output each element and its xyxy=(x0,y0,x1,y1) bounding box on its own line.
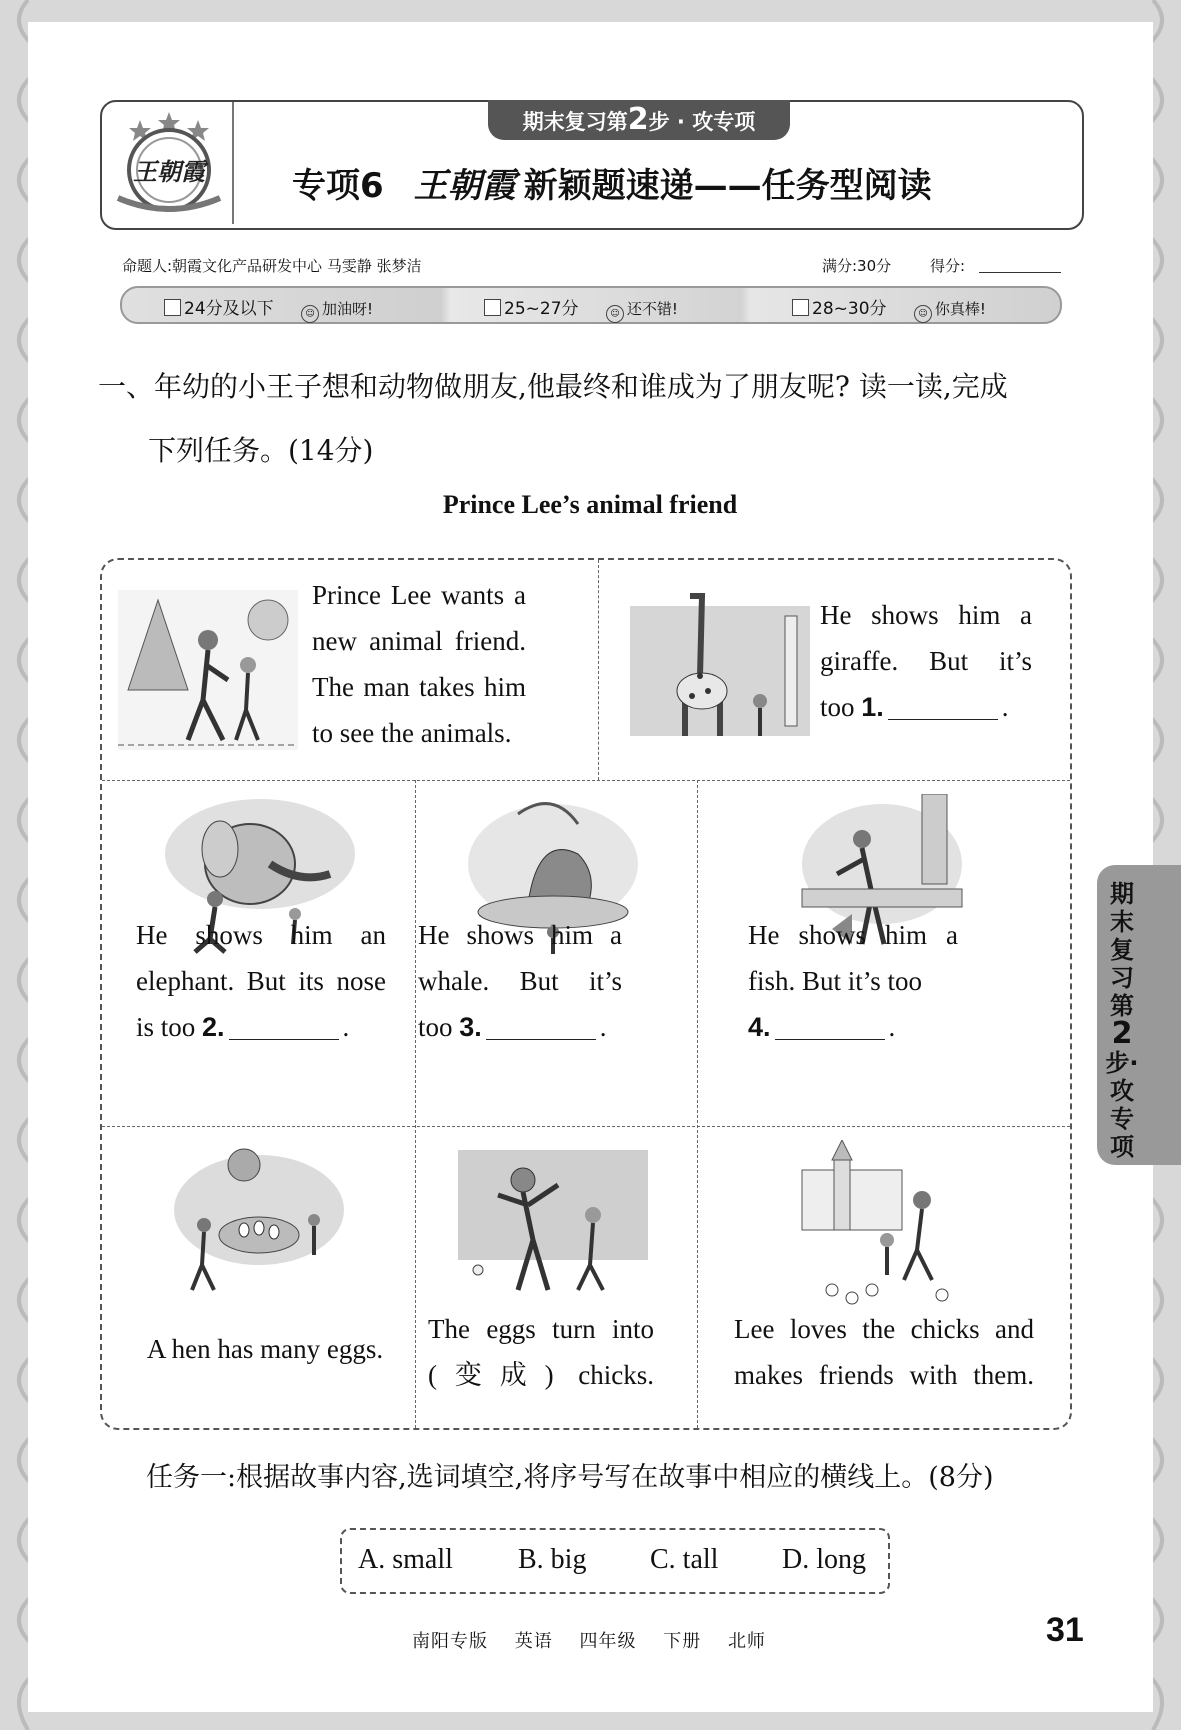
grid-divider xyxy=(102,780,1070,781)
option-c: C. tall xyxy=(650,1544,719,1575)
text-fragment: too xyxy=(418,1012,453,1042)
text-line: makes friends with them. xyxy=(734,1360,1034,1390)
story-title: Prince Lee’s animal friend xyxy=(442,490,738,519)
footer-subject: 英语 xyxy=(514,1631,553,1652)
blank-number: 2. xyxy=(202,1012,225,1042)
question-line-1: 一、年幼的小王子想和动物做朋友,他最终和谁成为了朋友呢? 读一读,完成 xyxy=(98,370,1008,403)
hen-eggs-illustration xyxy=(164,1140,354,1300)
option-a: A. small xyxy=(358,1544,453,1575)
grade-range: 24分及以下 xyxy=(184,299,274,319)
answer-blank-2[interactable] xyxy=(229,1013,339,1040)
word-options-box xyxy=(340,1528,890,1594)
full-score: 满分:30分 xyxy=(822,257,892,275)
grid-divider xyxy=(102,1126,1070,1127)
text-line: He shows him an xyxy=(136,920,386,950)
story-cell-7-text xyxy=(428,1306,654,1398)
prince-walking-illustration xyxy=(118,590,298,750)
grade-item xyxy=(792,294,986,323)
page-title xyxy=(292,158,1052,207)
text-line: The man takes him xyxy=(312,672,526,702)
side-tab-label xyxy=(1104,880,1140,1161)
story-cell-5-text xyxy=(748,912,958,1050)
option-b: B. big xyxy=(518,1544,587,1575)
text-line: new animal friend. xyxy=(312,626,526,656)
step-tab-num: 2 xyxy=(627,102,649,137)
text-line-last: too 3. . xyxy=(418,1012,607,1042)
header-separator xyxy=(232,102,234,224)
logo-text: 王朝霞 xyxy=(133,157,205,186)
footer-publisher: 北师 xyxy=(727,1631,766,1652)
grade-praise: 你真棒! xyxy=(934,300,986,318)
step-tab xyxy=(488,100,790,140)
giraffe-illustration xyxy=(630,586,810,746)
smiley-icon: ☺ xyxy=(301,305,319,323)
grade-range: 28~30分 xyxy=(812,299,887,319)
footer-grade: 四年级 xyxy=(579,1631,637,1652)
text-line: He shows him a xyxy=(820,600,1032,630)
blank-number: 4. xyxy=(748,1012,771,1042)
grade-checkbox[interactable] xyxy=(164,299,181,316)
text-line: Prince Lee wants a xyxy=(312,580,526,610)
text-line: He shows him a xyxy=(418,920,622,950)
text-fragment: is too xyxy=(136,1012,196,1042)
title-prefix: 专项6 xyxy=(292,166,384,206)
grade-range: 25~27分 xyxy=(504,299,579,319)
text-line: to see the animals. xyxy=(312,718,512,748)
side-tab-pre: 期末复习第 xyxy=(1110,880,1134,1020)
story-cell-2-text xyxy=(820,592,1032,730)
text-line: The eggs turn into xyxy=(428,1314,654,1344)
grade-item xyxy=(484,294,678,323)
authors: 命题人:朝霞文化产品研发中心 马雯静 张梦洁 xyxy=(122,257,422,275)
chicks-hatching-illustration xyxy=(458,1140,648,1300)
grade-praise: 加油呀! xyxy=(322,300,374,318)
step-tab-post: 步 · 攻专项 xyxy=(648,110,756,134)
brand-logo xyxy=(110,108,228,218)
section-header xyxy=(100,100,1084,230)
grade-item xyxy=(164,294,373,323)
option-d: D. long xyxy=(782,1544,866,1575)
text-line: elephant. But its nose xyxy=(136,966,386,996)
question-line-2: 下列任务。(14分) xyxy=(148,434,374,467)
title-main: 新颖题速递——任务型阅读 xyxy=(523,166,932,206)
grade-bar xyxy=(120,286,1062,324)
smiley-icon: ☺ xyxy=(914,305,932,323)
score-blank[interactable] xyxy=(979,272,1061,273)
story-grid xyxy=(100,558,1072,1430)
answer-blank-1[interactable] xyxy=(888,693,998,720)
story-cell-1-text xyxy=(312,572,526,756)
text-line-last: 4. . xyxy=(748,1012,896,1042)
text-fragment: too xyxy=(820,692,855,722)
title-brand: 王朝霞 xyxy=(413,166,516,206)
answer-blank-4[interactable] xyxy=(775,1013,885,1040)
meta-line xyxy=(122,255,1062,279)
task-1-instruction: 任务一:根据故事内容,选词填空,将序号写在故事中相应的横线上。(8分) xyxy=(146,1462,994,1493)
step-tab-pre: 期末复习第 xyxy=(522,110,628,134)
text-line: (变成) chicks. xyxy=(428,1360,654,1390)
question-1-instruction xyxy=(98,355,1088,483)
grid-divider xyxy=(697,780,698,1428)
text-line: He shows him a xyxy=(748,920,958,950)
blank-number: 3. xyxy=(459,1012,482,1042)
page-footer xyxy=(412,1627,786,1653)
score-label: 得分: xyxy=(930,257,966,275)
grid-divider xyxy=(598,560,599,780)
side-tab-post: 步·攻专项 xyxy=(1105,1049,1139,1161)
footer-edition: 南阳专版 xyxy=(412,1631,488,1652)
smiley-icon: ☺ xyxy=(606,305,624,323)
text-line-last: too 1. . xyxy=(820,692,1009,722)
story-cell-4-text xyxy=(418,912,622,1050)
grade-praise: 还不错! xyxy=(626,300,678,318)
text-line: Lee loves the chicks and xyxy=(734,1314,1034,1344)
grade-checkbox[interactable] xyxy=(484,299,501,316)
text-line: giraffe. But it’s xyxy=(820,646,1032,676)
story-cell-3-text xyxy=(136,912,386,1050)
blank-number: 1. xyxy=(861,692,884,722)
text-line: whale. But it’s xyxy=(418,966,622,996)
grid-divider xyxy=(415,780,416,1428)
story-cell-6-text: A hen has many eggs. xyxy=(146,1334,384,1364)
side-tab-num: 2 xyxy=(1111,1016,1133,1051)
text-line-last: is too 2. . xyxy=(136,1012,350,1042)
page-number: 31 xyxy=(1046,1611,1084,1649)
footer-volume: 下册 xyxy=(663,1631,702,1652)
grade-checkbox[interactable] xyxy=(792,299,809,316)
answer-blank-3[interactable] xyxy=(486,1013,596,1040)
text-line: fish. But it’s too xyxy=(748,966,923,996)
story-cell-8-text xyxy=(734,1306,1034,1398)
prince-with-chicks-illustration xyxy=(792,1140,972,1305)
